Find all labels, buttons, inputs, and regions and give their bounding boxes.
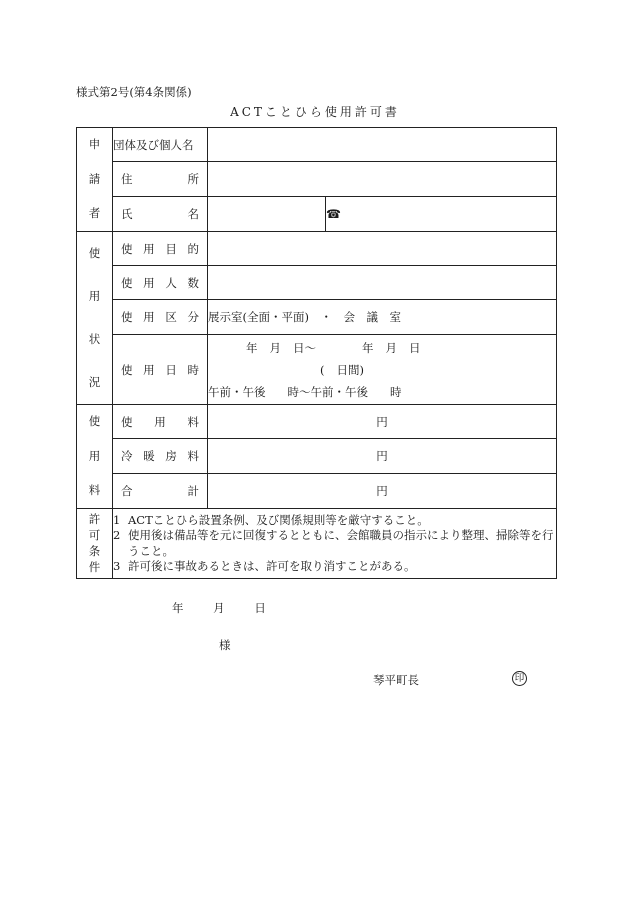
seal-mark: 印 (512, 671, 527, 686)
row-address (77, 162, 557, 196)
aircon-fee-field[interactable]: 円 (208, 439, 557, 473)
row-datetime (77, 335, 557, 405)
datetime-label: 使 用 日 時 (113, 335, 208, 405)
total-field[interactable]: 円 (208, 473, 557, 508)
row-usage-fee (77, 405, 557, 439)
issue-date: 年 月 日 (172, 601, 266, 615)
document-title: ACTことひら使用許可書 (230, 105, 400, 119)
datetime-field[interactable] (208, 335, 557, 405)
address-label: 住 所 (113, 162, 208, 196)
group-name-label: 団体及び個人名 (113, 128, 208, 162)
form-number: 様式第2号(第4条関係) (76, 85, 192, 99)
conditions-category: 許 可 条 件 (77, 509, 113, 579)
row-division (77, 300, 557, 335)
people-label: 使 用 人 数 (113, 266, 208, 300)
row-conditions (77, 509, 557, 579)
usage-category: 使 用 状 況 (77, 232, 113, 405)
division-value[interactable]: 展示室(全面・平面) ・ 会 議 室 (208, 300, 557, 335)
date-range: 年 月 日～ 年 月 日 (246, 340, 421, 355)
people-field[interactable] (208, 266, 557, 300)
group-name-field[interactable] (208, 128, 557, 162)
phone-field[interactable] (326, 196, 557, 231)
condition-item: 3 許可後に事故あるときは、許可を取り消すことがある。 (113, 559, 416, 573)
row-name (77, 196, 557, 231)
purpose-label: 使 用 目 的 (113, 232, 208, 266)
aircon-fee-label: 冷 暖 房 料 (113, 439, 208, 473)
time-range: 午前・午後 時～午前・午後 時 (208, 384, 402, 399)
permit-table (76, 127, 557, 579)
row-total (77, 473, 557, 508)
condition-item: 1 ACTことひら設置条例、及び関係規則等を厳守すること。 (113, 512, 429, 527)
condition-item: 2 使用後は備品等を元に回復するとともに、会館職員の指示により整理、掃除等を行うこと。 (113, 528, 554, 558)
division-label: 使 用 区 分 (113, 300, 208, 335)
addressee-suffix: 様 (219, 638, 231, 652)
name-field[interactable] (208, 196, 326, 231)
usage-fee-field[interactable]: 円 (208, 405, 557, 439)
name-label: 氏 名 (113, 196, 208, 231)
fees-category: 使 用 料 (77, 405, 113, 509)
days-count: ( 日間) (320, 362, 364, 377)
conditions-list (113, 509, 557, 579)
applicant-category: 申 請 者 (77, 128, 113, 232)
purpose-field[interactable] (208, 232, 557, 266)
address-field[interactable] (208, 162, 557, 196)
usage-fee-label: 使 用 料 (113, 405, 208, 439)
row-group-name (77, 128, 557, 162)
row-people (77, 266, 557, 300)
issuer-name: 琴平町長 (373, 673, 419, 687)
row-purpose (77, 232, 557, 266)
row-aircon-fee (77, 439, 557, 473)
phone-icon: ☎ (326, 206, 341, 221)
total-label: 合 計 (113, 473, 208, 508)
